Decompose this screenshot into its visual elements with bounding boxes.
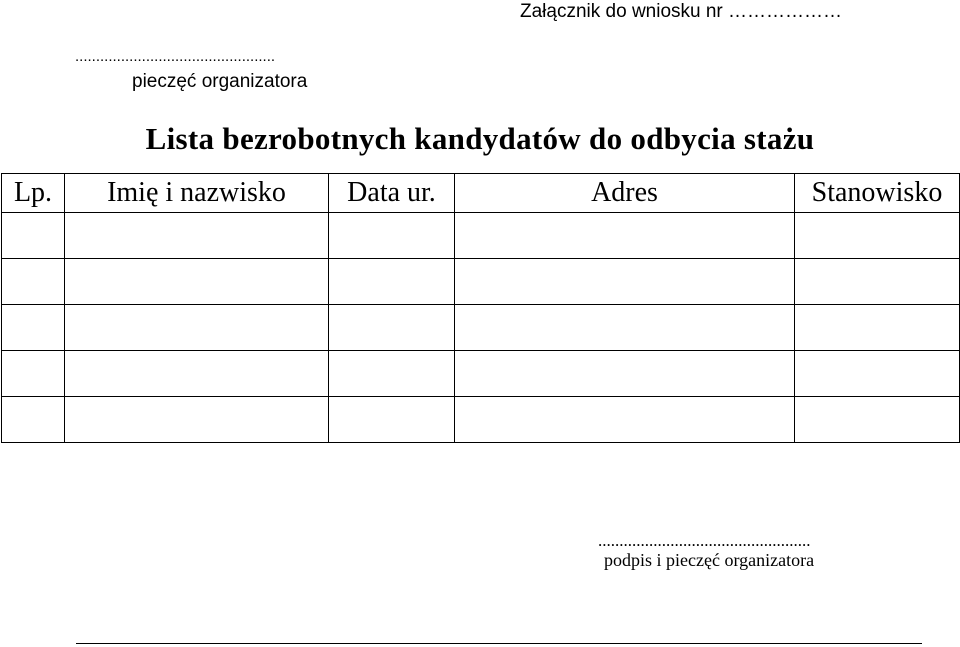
- table-cell: [329, 305, 455, 351]
- column-header-lp: Lp.: [2, 174, 65, 213]
- column-header-position: Stanowisko: [795, 174, 960, 213]
- table-cell: [455, 259, 795, 305]
- document-title: Lista bezrobotnych kandydatów do odbycia stażu: [145, 121, 815, 156]
- footer-divider: [76, 643, 922, 644]
- table-cell: [329, 351, 455, 397]
- table-cell: [795, 305, 960, 351]
- table-cell: [795, 259, 960, 305]
- column-header-address: Adres: [455, 174, 795, 213]
- table-row: [2, 213, 960, 259]
- stamp-dotted-line: ................................................: [75, 48, 276, 65]
- annex-label: Załącznik do wniosku nr ………………: [520, 1, 843, 22]
- table-cell: [795, 397, 960, 443]
- table-cell: [455, 397, 795, 443]
- table-row: [2, 397, 960, 443]
- table-cell: [329, 397, 455, 443]
- stamp-label: pieczęć organizatora: [132, 71, 308, 92]
- column-header-name: Imię i nazwisko: [65, 174, 329, 213]
- table-cell: [65, 259, 329, 305]
- table-cell: [2, 213, 65, 259]
- table-cell: [455, 351, 795, 397]
- table-cell: [455, 213, 795, 259]
- table-cell: [65, 397, 329, 443]
- table-cell: [329, 259, 455, 305]
- table-cell: [65, 213, 329, 259]
- table-cell: [2, 259, 65, 305]
- signature-label: podpis i pieczęć organizatora: [604, 550, 815, 570]
- table-cell: [65, 305, 329, 351]
- table-cell: [795, 213, 960, 259]
- table-cell: [65, 351, 329, 397]
- table-header-row: [2, 174, 960, 213]
- column-header-birth-date: Data ur.: [329, 174, 455, 213]
- table-cell: [2, 305, 65, 351]
- table-cell: [329, 213, 455, 259]
- table-row: [2, 259, 960, 305]
- table-cell: [795, 351, 960, 397]
- table-cell: [2, 351, 65, 397]
- table-cell: [2, 397, 65, 443]
- signature-dotted-line: ..................................................: [598, 531, 811, 550]
- table-row: [2, 305, 960, 351]
- table-row: [2, 351, 960, 397]
- table-cell: [455, 305, 795, 351]
- candidates-table: [1, 173, 960, 443]
